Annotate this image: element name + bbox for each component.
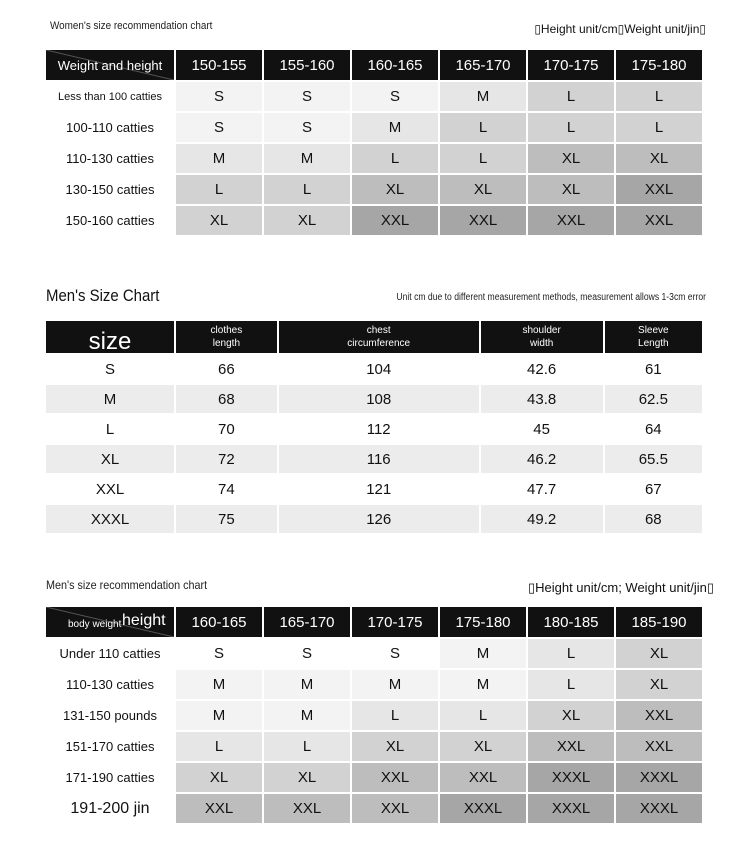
header-line: length [212, 338, 241, 349]
size-cell: XL [528, 144, 614, 173]
men-header-size-label: size [88, 328, 132, 353]
value-cell: 49.2 [481, 505, 603, 533]
men-rec-header-5: 185-190 [616, 607, 702, 637]
size-cell: L [440, 113, 526, 142]
men-rec-corner-left: body weight [68, 619, 122, 630]
size-cell: L [264, 732, 350, 761]
table-row [46, 82, 702, 111]
table-row [46, 355, 702, 383]
header-line: Sleeve [638, 325, 669, 336]
header-line: circumference [347, 338, 411, 349]
size-cell: M [46, 385, 174, 413]
women-header-2: 160-165 [352, 50, 438, 80]
size-cell: L [440, 701, 526, 730]
men-rec-header-3: 175-180 [440, 607, 526, 637]
value-cell: 116 [279, 445, 479, 473]
size-cell: S [176, 113, 262, 142]
men-header-clothes-length [176, 321, 277, 353]
size-cell: XXL [46, 475, 174, 503]
women-row-label: 100-110 catties [46, 113, 174, 142]
size-cell: XXL [352, 763, 438, 792]
size-cell: L [264, 175, 350, 204]
men-rec-row-label: 151-170 catties [46, 732, 174, 761]
size-cell: XXL [352, 206, 438, 235]
size-cell: L [352, 701, 438, 730]
size-cell: M [176, 144, 262, 173]
value-cell: 108 [279, 385, 479, 413]
size-cell: XL [352, 732, 438, 761]
value-cell: 121 [279, 475, 479, 503]
size-cell: L [528, 639, 614, 668]
men-size-chart-title: Men's Size Chart [46, 286, 160, 305]
size-cell: S [352, 639, 438, 668]
men-rec-row-label: 131-150 pounds [46, 701, 174, 730]
value-cell: 68 [176, 385, 277, 413]
men-header-shoulder [481, 321, 603, 353]
women-header-0: 150-155 [176, 50, 262, 80]
size-cell: L [528, 82, 614, 111]
women-row-label: 110-130 catties [46, 144, 174, 173]
size-cell: M [176, 670, 262, 699]
women-header-4: 170-175 [528, 50, 614, 80]
size-cell: M [440, 82, 526, 111]
size-cell: XL [440, 175, 526, 204]
size-cell: XXL [616, 206, 702, 235]
value-cell: 68 [605, 505, 702, 533]
table-row [46, 639, 702, 668]
size-cell: S [264, 639, 350, 668]
size-cell: S [264, 82, 350, 111]
men-rec-row-label: 191-200 jin [46, 794, 174, 823]
women-row-label: 130-150 catties [46, 175, 174, 204]
men-rec-table [44, 605, 704, 825]
size-cell: XXXL [528, 763, 614, 792]
size-cell: XL [616, 639, 702, 668]
size-cell: L [528, 670, 614, 699]
table-row [46, 794, 702, 823]
size-cell: XL [264, 763, 350, 792]
men-size-chart-table [44, 319, 704, 535]
men-rec-row-label: 110-130 catties [46, 670, 174, 699]
women-header-5: 175-180 [616, 50, 702, 80]
size-cell: XXXL [46, 505, 174, 533]
size-cell: XXL [176, 794, 262, 823]
size-cell: S [176, 82, 262, 111]
men-rec-header-4: 180-185 [528, 607, 614, 637]
size-cell: S [352, 82, 438, 111]
value-cell: 62.5 [605, 385, 702, 413]
value-cell: 43.8 [481, 385, 603, 413]
size-cell: XXL [352, 794, 438, 823]
size-cell: XXL [616, 732, 702, 761]
size-cell: S [176, 639, 262, 668]
size-cell: M [352, 670, 438, 699]
value-cell: 42.6 [481, 355, 603, 383]
size-cell: XL [616, 144, 702, 173]
size-cell: XL [176, 763, 262, 792]
table-row [46, 445, 702, 473]
size-cell: S [264, 113, 350, 142]
men-rec-corner-header [46, 607, 174, 637]
size-cell: L [616, 82, 702, 111]
size-cell: M [440, 639, 526, 668]
header-line: width [529, 338, 554, 349]
header-line: chest [366, 325, 391, 336]
size-cell: XL [440, 732, 526, 761]
size-cell: XXXL [440, 794, 526, 823]
size-cell: M [264, 144, 350, 173]
women-unit-note: ▯Height unit/cm▯Weight unit/jin▯ [534, 22, 706, 36]
size-cell: XL [176, 206, 262, 235]
size-cell: XXL [616, 175, 702, 204]
value-cell: 46.2 [481, 445, 603, 473]
women-row-label: 150-160 catties [46, 206, 174, 235]
value-cell: 61 [605, 355, 702, 383]
size-cell: XXL [528, 732, 614, 761]
size-cell: L [352, 144, 438, 173]
size-cell: M [264, 670, 350, 699]
size-cell: L [176, 175, 262, 204]
size-cell: M [440, 670, 526, 699]
value-cell: 66 [176, 355, 277, 383]
header-line: clothes [210, 325, 243, 336]
value-cell: 64 [605, 415, 702, 443]
size-cell: M [176, 701, 262, 730]
size-cell: XL [528, 175, 614, 204]
men-header-sleeve [605, 321, 702, 353]
men-rec-caption: Men's size recommendation chart [46, 578, 208, 592]
value-cell: 45 [481, 415, 603, 443]
size-cell: M [264, 701, 350, 730]
value-cell: 67 [605, 475, 702, 503]
size-cell: XL [352, 175, 438, 204]
women-corner-header [46, 50, 174, 80]
value-cell: 126 [279, 505, 479, 533]
size-cell: XL [46, 445, 174, 473]
women-size-table [44, 48, 704, 237]
size-cell: XXL [440, 763, 526, 792]
women-chart-caption: Women's size recommendation chart [50, 20, 213, 32]
value-cell: 72 [176, 445, 277, 473]
men-rec-row-label: 171-190 catties [46, 763, 174, 792]
table-row [46, 206, 702, 235]
size-cell: L [176, 732, 262, 761]
table-row [46, 670, 702, 699]
size-cell: M [352, 113, 438, 142]
table-row [46, 732, 702, 761]
men-rec-corner-right: height [122, 612, 166, 629]
men-header-size [46, 321, 174, 353]
table-row [46, 144, 702, 173]
size-cell: XXXL [616, 794, 702, 823]
men-rec-unit-note: ▯Height unit/cm; Weight unit/jin▯ [527, 580, 714, 595]
value-cell: 112 [279, 415, 479, 443]
table-row [46, 415, 702, 443]
header-line: Length [638, 338, 669, 349]
value-cell: 104 [279, 355, 479, 383]
women-row-label: Less than 100 catties [46, 82, 174, 111]
size-cell: L [46, 415, 174, 443]
size-cell: XXL [528, 206, 614, 235]
men-rec-header-0: 160-165 [176, 607, 262, 637]
size-cell: S [46, 355, 174, 383]
men-rec-header-1: 165-170 [264, 607, 350, 637]
women-header-3: 165-170 [440, 50, 526, 80]
size-cell: XL [264, 206, 350, 235]
men-rec-header-2: 170-175 [352, 607, 438, 637]
men-measurement-note: Unit cm due to different measurement methods, measurement allows 1-3cm error [396, 292, 706, 303]
size-cell: L [616, 113, 702, 142]
header-line: shoulder [522, 325, 561, 336]
size-cell: XXXL [616, 763, 702, 792]
men-rec-row-label: Under 110 catties [46, 639, 174, 668]
table-row [46, 113, 702, 142]
size-cell: XXL [264, 794, 350, 823]
table-row [46, 701, 702, 730]
size-cell: XXL [616, 701, 702, 730]
size-cell: XXXL [528, 794, 614, 823]
size-cell: XL [616, 670, 702, 699]
value-cell: 75 [176, 505, 277, 533]
size-cell: XL [528, 701, 614, 730]
size-cell: L [528, 113, 614, 142]
table-row [46, 475, 702, 503]
women-corner-label: Weight and height [57, 57, 163, 73]
value-cell: 70 [176, 415, 277, 443]
table-row [46, 175, 702, 204]
value-cell: 47.7 [481, 475, 603, 503]
women-header-1: 155-160 [264, 50, 350, 80]
table-row [46, 763, 702, 792]
value-cell: 65.5 [605, 445, 702, 473]
size-cell: L [440, 144, 526, 173]
table-row [46, 385, 702, 413]
value-cell: 74 [176, 475, 277, 503]
men-header-chest [279, 321, 479, 353]
table-row [46, 505, 702, 533]
size-cell: XXL [440, 206, 526, 235]
